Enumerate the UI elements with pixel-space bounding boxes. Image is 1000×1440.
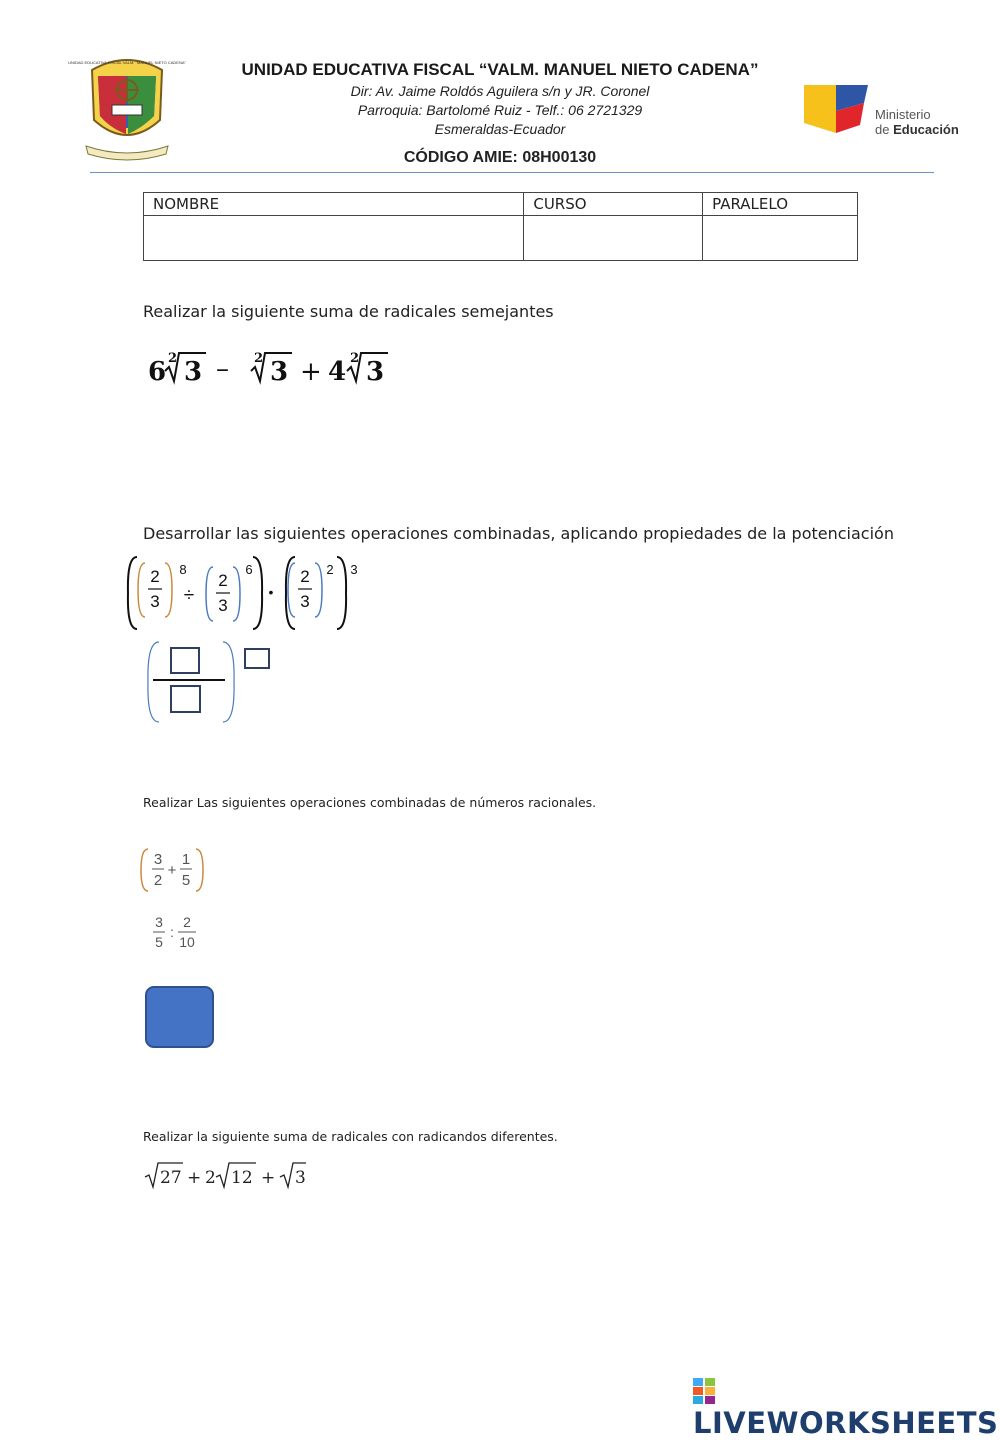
svg-text:6: 6 bbox=[148, 357, 167, 387]
svg-text:5: 5 bbox=[155, 934, 163, 950]
exercise1-expression bbox=[146, 345, 406, 390]
answer-drop-tile[interactable] bbox=[145, 986, 214, 1048]
ministry-name bbox=[875, 107, 959, 137]
svg-text:2: 2 bbox=[150, 567, 160, 586]
svg-text:3: 3 bbox=[155, 914, 163, 930]
svg-text:1: 1 bbox=[181, 851, 191, 868]
svg-text:12: 12 bbox=[231, 1168, 253, 1188]
svg-text:2: 2 bbox=[205, 1168, 216, 1188]
svg-text:+: + bbox=[261, 1168, 276, 1188]
svg-text:2: 2 bbox=[183, 914, 191, 930]
svg-text:6: 6 bbox=[245, 562, 253, 577]
svg-text:+: + bbox=[300, 357, 322, 387]
exercise4-expression bbox=[143, 1160, 313, 1192]
ministry-line1: Ministerio bbox=[875, 107, 931, 122]
svg-text:2: 2 bbox=[350, 351, 360, 366]
school-city: Esmeraldas-Ecuador bbox=[434, 121, 566, 137]
header-divider bbox=[90, 172, 934, 173]
svg-text:5: 5 bbox=[181, 872, 191, 889]
svg-text::: : bbox=[170, 924, 174, 940]
ministry-flag-icon bbox=[802, 83, 872, 137]
svg-text:2: 2 bbox=[168, 351, 178, 366]
exercise4-instruction: Realizar la siguiente suma de radicales con radicandos diferentes. bbox=[143, 1129, 558, 1144]
answer-denominator-box[interactable] bbox=[170, 685, 201, 713]
exercise3-sum-expression bbox=[140, 846, 210, 896]
svg-text:3: 3 bbox=[295, 1168, 306, 1188]
header-nombre: NOMBRE bbox=[144, 193, 524, 216]
school-address: Dir: Av. Jaime Roldós Aguilera s/n y JR. Coronel bbox=[350, 83, 650, 99]
svg-text:3: 3 bbox=[153, 851, 163, 868]
svg-text:+: + bbox=[167, 862, 177, 879]
exercise2-expression bbox=[125, 553, 375, 633]
exercise1-instruction: Realizar la siguiente suma de radicales semejantes bbox=[143, 302, 554, 321]
svg-text:2: 2 bbox=[254, 351, 264, 366]
exercise2-instruction: Desarrollar las siguientes operaciones combinadas, aplicando propiedades de la potenciación bbox=[143, 524, 894, 543]
liveworksheets-text: LIVEWORKSHEETS bbox=[693, 1406, 999, 1440]
svg-text:3: 3 bbox=[270, 357, 289, 387]
svg-text:10: 10 bbox=[179, 934, 195, 950]
answer-numerator-box[interactable] bbox=[170, 647, 200, 674]
svg-text:4: 4 bbox=[328, 357, 347, 387]
svg-text:3: 3 bbox=[150, 592, 160, 611]
svg-text:2: 2 bbox=[218, 571, 228, 590]
svg-text:3: 3 bbox=[350, 562, 358, 577]
header-paralelo: PARALELO bbox=[703, 193, 858, 216]
svg-text:÷: ÷ bbox=[183, 585, 195, 606]
paralelo-cell[interactable] bbox=[703, 216, 858, 261]
exercise3-instruction: Realizar Las siguientes operaciones combinadas de números racionales. bbox=[143, 795, 597, 810]
liveworksheets-logo-icon bbox=[693, 1378, 715, 1404]
amie-code: CÓDIGO AMIE: 08H00130 bbox=[403, 149, 597, 166]
school-parish-phone: Parroquia: Bartolomé Ruiz - Telf.: 06 2721329 bbox=[357, 102, 643, 118]
svg-text:3: 3 bbox=[366, 357, 385, 387]
ministry-line2: de Educación bbox=[875, 122, 959, 137]
student-info-table bbox=[143, 192, 858, 261]
answer-exponent-box[interactable] bbox=[244, 648, 270, 669]
svg-text:UNIDAD EDUCATIVA FISCAL VALM.: UNIDAD EDUCATIVA FISCAL VALM. "MANUEL NIETO CADENA" bbox=[68, 60, 186, 65]
svg-text:–: – bbox=[216, 354, 229, 384]
svg-text:•: • bbox=[268, 584, 274, 600]
svg-text:3: 3 bbox=[300, 592, 310, 611]
header-curso: CURSO bbox=[524, 193, 703, 216]
svg-text:3: 3 bbox=[218, 596, 228, 615]
svg-text:8: 8 bbox=[179, 562, 187, 577]
svg-text:3: 3 bbox=[184, 357, 203, 387]
exercise3-division-expression bbox=[150, 912, 210, 954]
school-name: UNIDAD EDUCATIVA FISCAL “VALM. MANUEL NIETO CADENA” bbox=[241, 60, 759, 79]
svg-text:2: 2 bbox=[300, 567, 310, 586]
svg-text:2: 2 bbox=[326, 562, 334, 577]
svg-text:+: + bbox=[187, 1168, 202, 1188]
svg-text:27: 27 bbox=[160, 1168, 182, 1188]
curso-cell[interactable] bbox=[524, 216, 703, 261]
liveworksheets-brand bbox=[693, 1372, 1000, 1440]
svg-text:2: 2 bbox=[153, 872, 163, 889]
nombre-cell[interactable] bbox=[144, 216, 524, 261]
